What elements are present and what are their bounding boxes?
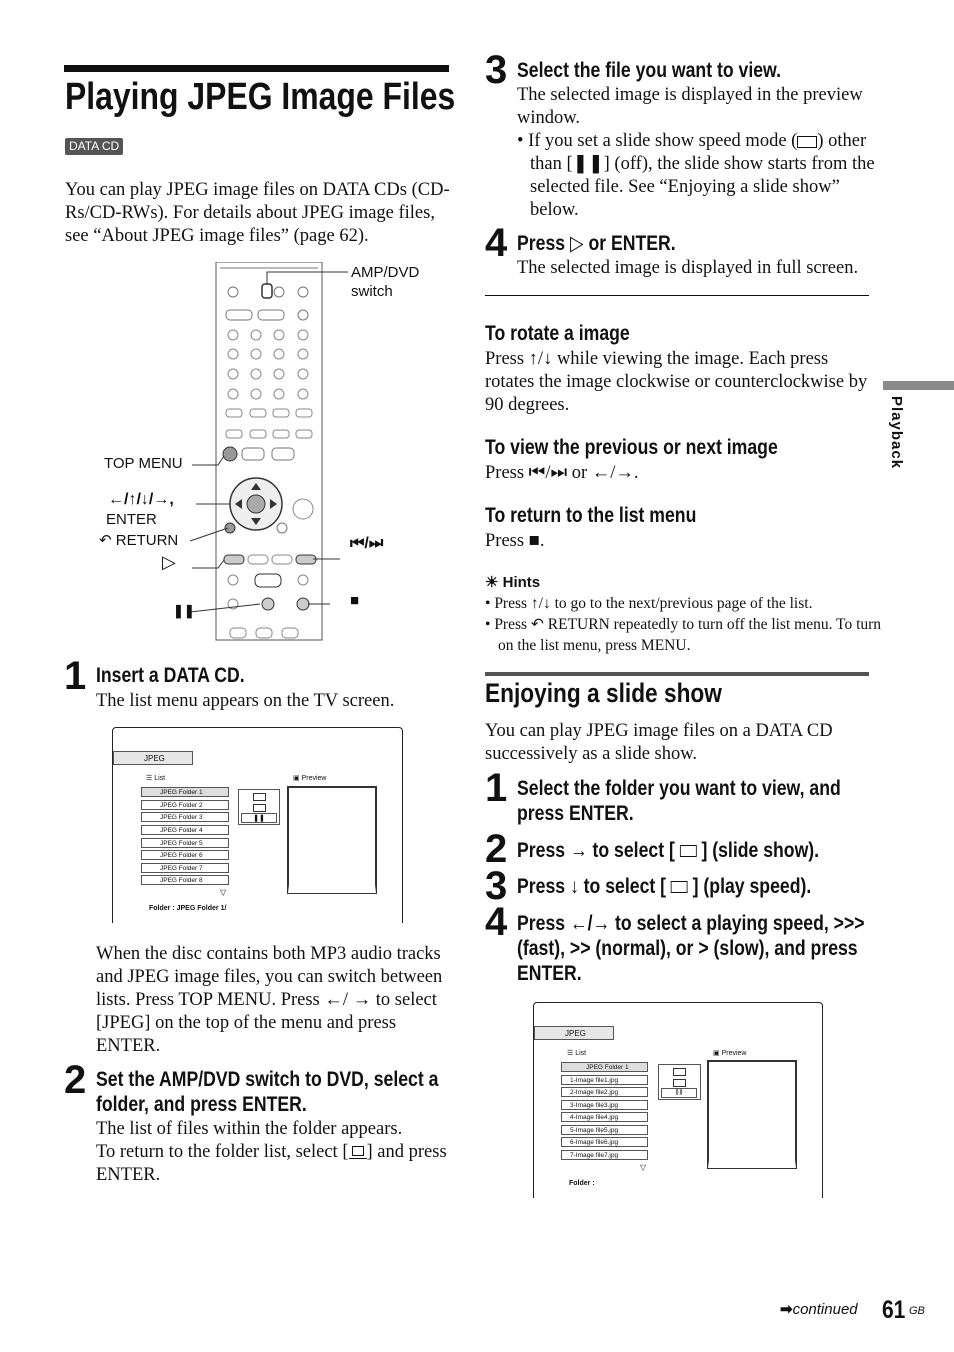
folder-path: Folder :: [569, 1180, 595, 1187]
list-label: ☰ List: [567, 1050, 587, 1057]
amp-dvd-switch-label: AMP/DVD switch: [351, 264, 420, 300]
hint-text: Press ↑/↓ to go to the next/previous page of the list.: [494, 595, 813, 612]
step-4-title: [517, 231, 676, 256]
slideshow-icon[interactable]: [253, 793, 266, 801]
option-panel: [658, 1064, 701, 1100]
jpeg-tab[interactable]: JPEG: [534, 1026, 614, 1040]
side-tab-label: Playback: [888, 396, 905, 470]
step-3-title: Select the file you want to view.: [517, 59, 782, 82]
slide-step-4-number: 4: [485, 900, 508, 944]
list-item[interactable]: JPEG Folder 5: [141, 838, 229, 848]
page-suffix: GB: [909, 1305, 925, 1317]
folder-up-icon: [349, 1144, 367, 1159]
slide-step-3-title-b: ] (play speed).: [692, 875, 812, 898]
list-label: ☰ List: [146, 775, 166, 782]
slide-step-3-title-a: Press ↓ to select [: [517, 875, 667, 898]
play-speed-icon[interactable]: [673, 1079, 686, 1087]
list-item[interactable]: 6-Image file6.jpg: [561, 1137, 648, 1147]
hint-item: • Press ↑/↓ to go to the next/previous page of the list.: [485, 595, 813, 612]
hints-heading: [485, 573, 540, 591]
list-item[interactable]: JPEG Folder 1: [561, 1062, 648, 1072]
list-item[interactable]: JPEG Folder 1: [141, 787, 229, 797]
slide-step-3-number: 3: [485, 864, 508, 908]
remote-control-graphic: [100, 262, 430, 642]
step-1-title: Insert a DATA CD.: [96, 664, 245, 687]
intro-paragraph: You can play JPEG image files on DATA CDs (CD-Rs/CD-RWs). For details about JPEG image files, see “About JPEG image files” (page 62).: [65, 180, 450, 246]
preview-label: ▣ Preview: [293, 775, 327, 782]
slide-step-2-title-a: Press → to select [: [517, 839, 675, 862]
step-3-text: The selected image is displayed in the preview window.: [517, 85, 863, 128]
slide-show-heading: Enjoying a slide show: [485, 678, 722, 708]
slideshow-icon: [680, 845, 697, 857]
section-divider: [485, 295, 869, 296]
step-1-text: The list menu appears on the TV screen.: [96, 691, 395, 711]
option-panel: [238, 789, 280, 825]
list-item[interactable]: JPEG Folder 4: [141, 825, 229, 835]
preview-window: [288, 787, 376, 893]
list-item[interactable]: 2-Image file2.jpg: [561, 1087, 648, 1097]
top-rule: [64, 65, 449, 72]
step-2-text-line2a: To return to the folder list, select [: [96, 1142, 349, 1162]
list-item[interactable]: JPEG Folder 6: [141, 850, 229, 860]
list-item[interactable]: 5-Image file5.jpg: [561, 1125, 648, 1135]
list-icon: ☰: [146, 775, 155, 782]
step-2-text-line2b: ] and press ENTER.: [96, 1142, 447, 1185]
step-3-bullet-b: ) other than [❚❚] (off), the slide show starts from the selected file. See “Enjoying a slide show” below.: [530, 131, 875, 220]
step-3-bullet-a: • If you set a slide show speed mode (: [517, 131, 798, 151]
page-title: Playing JPEG Image Files: [65, 76, 456, 118]
slide-step-1-number: 1: [485, 766, 508, 810]
return-list-text: Press ■.: [485, 531, 545, 551]
lightbulb-icon: ☀: [485, 574, 499, 591]
side-tab-bar: [883, 381, 954, 390]
continued-text: continued: [792, 1301, 858, 1318]
list-item[interactable]: 3-Image file3.jpg: [561, 1100, 648, 1110]
top-menu-label: TOP MENU: [104, 455, 183, 472]
list-item[interactable]: 1-Image file1.jpg: [561, 1075, 648, 1085]
return-text: RETURN: [115, 532, 179, 549]
list-item[interactable]: 4-Image file4.jpg: [561, 1112, 648, 1122]
slide-step-2-title-b: ] (slide show).: [701, 839, 820, 862]
step-4-title-b: or ENTER.: [588, 232, 676, 255]
play-speed-icon[interactable]: [253, 804, 266, 812]
speed-option[interactable]: ⟫⟫: [661, 1088, 697, 1098]
return-list-heading: To return to the list menu: [485, 504, 697, 527]
slide-step-2-title: [517, 838, 819, 863]
data-cd-badge: DATA CD: [65, 138, 123, 155]
arrow-right-icon: ➡: [780, 1301, 793, 1318]
step-3-number: 3: [485, 48, 508, 92]
step-2-title: Set the AMP/DVD switch to DVD, select a folder, and press ENTER.: [96, 1068, 439, 1116]
preview-icon: ▣: [293, 775, 302, 782]
rotate-text: Press ↑/↓ while viewing the image. Each press rotates the image clockwise or counterclockwise by 90 degrees.: [485, 349, 868, 415]
amp-dvd-switch: [262, 284, 272, 298]
preview-icon: ▣: [713, 1050, 722, 1057]
pause-label: ❚❚: [173, 603, 195, 618]
play-icon: ▷: [569, 232, 584, 255]
slide-step-1-title: Select the folder you want to view, and press ENTER.: [517, 777, 841, 825]
step-2-text: [96, 1118, 456, 1187]
list-item[interactable]: JPEG Folder 3: [141, 812, 229, 822]
step-2-number: 2: [64, 1058, 87, 1102]
slide-section-rule: [485, 672, 869, 676]
step-1-number: 1: [64, 654, 87, 698]
prev-next-label: ⏮/⏭: [350, 535, 384, 552]
folder-path: Folder : JPEG Folder 1/: [149, 905, 227, 912]
slide-step-2-number: 2: [485, 827, 508, 871]
step-4-title-a: Press: [517, 232, 566, 255]
list-item[interactable]: JPEG Folder 2: [141, 800, 229, 810]
slide-show-intro: You can play JPEG image files on a DATA CD successively as a slide show.: [485, 721, 833, 764]
list-icon: ☰: [567, 1050, 576, 1057]
continued-label: [780, 1300, 858, 1318]
play-speed-icon: [671, 881, 688, 893]
rotate-heading: To rotate a image: [485, 322, 630, 345]
play-speed-icon: [797, 136, 817, 148]
stop-label: ■: [350, 592, 360, 609]
preview-label: ▣ Preview: [713, 1050, 747, 1057]
list-item[interactable]: JPEG Folder 7: [141, 863, 229, 873]
step-4-text: The selected image is displayed in full screen.: [517, 258, 859, 278]
play-label: ▷: [162, 552, 176, 572]
slideshow-icon[interactable]: [673, 1068, 686, 1076]
enter-label: ENTER: [106, 511, 157, 528]
page-number: 61: [882, 1296, 906, 1324]
list-item[interactable]: JPEG Folder 8: [141, 875, 229, 885]
prev-next-heading: To view the previous or next image: [485, 436, 778, 459]
list-menu-screen-1: [112, 727, 403, 923]
scroll-down-icon[interactable]: ▽: [220, 888, 227, 897]
slide-step-4-title: Press ←/→ to select a playing speed, >>> (fast), >> (normal), or > (slow), and press ENTER.: [517, 912, 865, 985]
prev-next-text: Press ⏮/⏭ or ←/→.: [485, 463, 639, 483]
return-label: [99, 531, 178, 549]
step-3-bullet: [517, 130, 885, 222]
list-menu-screen-2: [533, 1002, 823, 1198]
list-item[interactable]: 7-Image file7.jpg: [561, 1150, 648, 1160]
switch-lists-paragraph: When the disc contains both MP3 audio tracks and JPEG image files, you can switch between lists. Press TOP MENU. Press ←/ → to select [JPEG] on the top of the menu and press ENTER.: [96, 944, 443, 1056]
scroll-down-icon[interactable]: ▽: [640, 1163, 647, 1172]
slide-step-3-title: [517, 874, 811, 899]
step-4-number: 4: [485, 221, 508, 265]
hints-title: Hints: [502, 574, 541, 591]
step-2-text-line1: The list of files within the folder appears.: [96, 1119, 403, 1139]
hint-text: Press ↶ RETURN repeatedly to turn off the list menu. To turn on the list menu, press MENU.: [494, 616, 882, 654]
arrows-label: ←/↑/↓/→,: [108, 491, 174, 508]
pause-option-icon[interactable]: ❚❚: [241, 813, 277, 823]
preview-window: [708, 1061, 796, 1168]
jpeg-tab[interactable]: JPEG: [113, 751, 193, 765]
hint-item: • Press ↶ RETURN repeatedly to turn off the list menu. To turn on the list menu, press MENU.: [485, 616, 882, 654]
return-icon: ↶: [99, 532, 116, 549]
remote-illustration: [100, 262, 430, 642]
